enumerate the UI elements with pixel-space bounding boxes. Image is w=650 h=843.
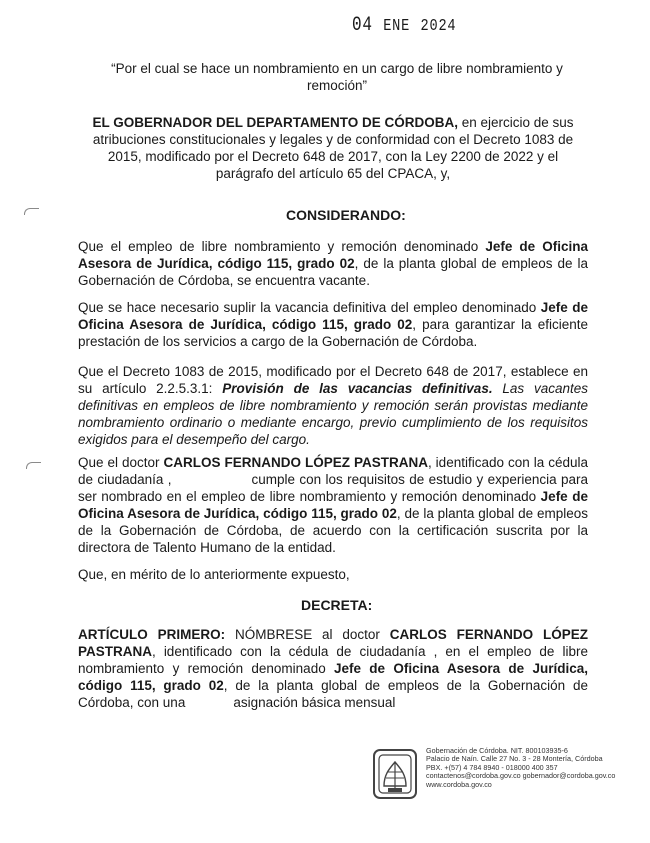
intro-paragraph — [78, 114, 588, 182]
footer-contact — [426, 747, 615, 789]
scan-mark — [24, 208, 39, 215]
text: Que el doctor — [78, 455, 164, 470]
stamp-day: 04 — [352, 14, 373, 37]
text: Que el Decreto 1083 de 2015, modificado por el Decreto 648 de 2017, establece en su artículo 2.2.5.3.1: — [78, 364, 588, 396]
date-stamp — [352, 14, 456, 37]
article-primero — [78, 626, 588, 711]
intro-text: en ejercicio de sus atribuciones constitucionales y legales y de conformidad con el Decreto 1083 de 2015, modificado por el Decreto 648 de 2017, con la Ley 2200 de 2022 y el parágrafo del artículo 65 del CPACA, y, — [92, 115, 574, 181]
text: , identificado con la cédula de ciudadanía , en el empleo de libre nombramiento y remoción denominado — [78, 644, 588, 676]
considerando-paragraph-1 — [78, 238, 588, 289]
text: , para garantizar la eficiente prestación de los servicios a cargo de la Gobernación de Córdoba. — [78, 317, 588, 349]
stamp-year: 2024 — [420, 17, 457, 36]
position-name: Jefe de Oficina Asesora de Jurídica, código 115, grado 02 — [78, 661, 588, 693]
position-name: Jefe de Oficina Asesora de Jurídica, código 115, grado 02 — [78, 300, 588, 332]
position-name: Jefe de Oficina Asesora de Jurídica, código 115, grado 02 — [78, 489, 588, 521]
legal-quote-title: Provisión de las vacancias definitivas. — [222, 381, 493, 396]
considerando-paragraph-4 — [78, 454, 588, 556]
considerando-paragraph-3 — [78, 363, 588, 448]
footer-line: contactenos@cordoba.gov.co gobernador@cordoba.gov.co — [426, 771, 616, 781]
footer-line: Palacio de Naín. Calle 27 No. 3 - 28 Montería, Córdoba — [426, 754, 603, 764]
appointee-name: CARLOS FERNANDO LÓPEZ PASTRANA — [78, 627, 588, 659]
scan-mark — [26, 462, 41, 469]
text: , identificado con la cédula de ciudadanía , — [78, 455, 588, 487]
footer-line: PBX. +(57) 4 784 8940 - 018000 400 357 — [426, 762, 558, 772]
appointee-name: CARLOS FERNANDO LÓPEZ PASTRANA — [163, 455, 428, 470]
governor-title: EL GOBERNADOR DEL DEPARTAMENTO DE CÓRDOBA, — [92, 115, 458, 130]
text: asignación básica mensual — [233, 695, 396, 710]
position-name: Jefe de Oficina Asesora de Jurídica, código 115, grado 02 — [78, 239, 588, 271]
text: cumple con los requisitos de estudio y experiencia para ser nombrado en el empleo de libre nombramiento y remoción denominado — [78, 472, 589, 504]
text: , de la planta global de empleos de la Gobernación de Córdoba, de acuerdo con la certificación suscrita por la directora de Talento Humano de la entidad. — [78, 506, 588, 555]
text: , de la planta global de empleos de la Gobernación de Córdoba, con una — [78, 678, 589, 710]
text: Que se hace necesario suplir la vacancia definitiva del empleo denominado — [78, 300, 541, 315]
considerando-heading: CONSIDERANDO: — [286, 207, 406, 223]
seal-icon — [372, 748, 418, 800]
considerando-paragraph-5: Que, en mérito de lo anteriormente expuesto, — [78, 567, 350, 582]
article-label: ARTÍCULO PRIMERO: — [78, 627, 226, 642]
legal-quote: Las vacantes definitivas en empleos de libre nombramiento y remoción serán provistas mediante nombramiento ordinario o mediante encargo, previo cumplimiento de los requisitos exigidos para el desempeño del cargo. — [78, 381, 588, 447]
footer-line: Gobernación de Córdoba. NIT. 800103935-6 — [426, 746, 568, 755]
stamp-month: ENE — [383, 17, 411, 36]
decree-subject: “Por el cual se hace un nombramiento en un cargo de libre nombramiento y remoción” — [111, 61, 563, 93]
considerando-paragraph-2 — [78, 299, 588, 350]
text: Que el empleo de libre nombramiento y remoción denominado — [78, 239, 486, 254]
text: , de la planta global de empleos de la Gobernación de Córdoba, se encuentra vacante. — [78, 256, 588, 288]
text: NÓMBRESE al doctor — [225, 627, 390, 642]
decreta-heading: DECRETA: — [301, 597, 373, 613]
footer-website: www.cordoba.gov.co — [426, 779, 492, 789]
